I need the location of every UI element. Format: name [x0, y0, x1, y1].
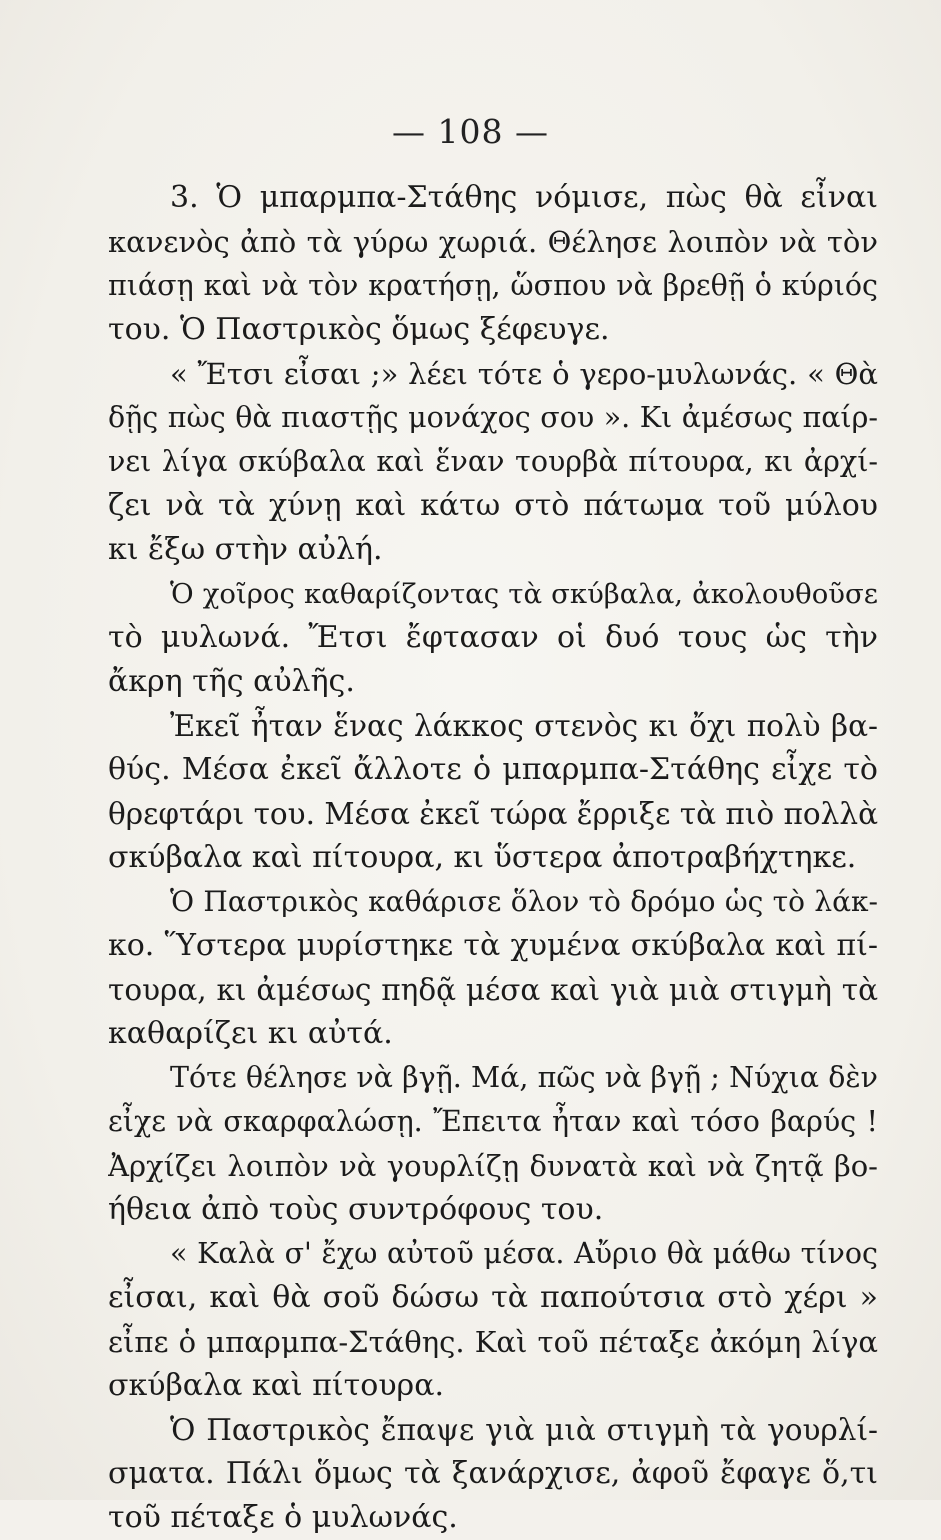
page-number: — 108 —	[392, 112, 549, 151]
text-line: τὸ μυλωνά. Ἔτσι ἔφτασαν οἱ δυό τους ὡς τὴν	[108, 620, 878, 655]
text-line: Ὁ Παστρικὸς καθάρισε ὅλον τὸ δρόμο ὡς τὸ λάκ-	[170, 885, 878, 918]
text-line: ήθεια ἀπὸ τοὺς συντρόφους του.	[108, 1192, 604, 1227]
text-line: κο. Ὕστερα μυρίστηκε τὰ χυμένα σκύβαλα καὶ πί-	[108, 928, 878, 963]
text-line: σκύβαλα καὶ πίτουρα, κι ὕστερα ἀποτραβήχτηκε.	[108, 840, 857, 875]
text-line: Ὁ Παστρικὸς ἔπαψε γιὰ μιὰ στιγμὴ τὰ γουρλί-	[170, 1413, 878, 1447]
text-line: δῇς πὼς θὰ πιαστῇς μονάχος σου ». Κι ἀμέσως παίρ-	[108, 401, 878, 434]
text-line: Τότε θέλησε νὰ βγῇ. Μά, πῶς νὰ βγῇ ; Νύχια δὲν	[170, 1061, 878, 1094]
text-line: εἶχε νὰ σκαρφαλώσῃ. Ἔπειτα ἦταν καὶ τόσο βαρύς !	[108, 1105, 878, 1138]
text-line: ζει νὰ τὰ χύνῃ καὶ κάτω στὸ πάτωμα τοῦ μύλου	[108, 488, 878, 523]
text-line: « Καλὰ σ' ἔχω αὐτοῦ μέσα. Αὔριο θὰ μάθω τίνος	[170, 1237, 878, 1270]
text-line: 3. Ὁ μπαρμπα-Στάθης νόμισε, πὼς θὰ εἶναι	[170, 180, 878, 215]
text-line: ἄκρη τῆς αὐλῆς.	[108, 664, 355, 699]
text-line: « Ἔτσι εἶσαι ;» λέει τότε ὁ γερο-μυλωνάς. « Θὰ	[170, 357, 878, 391]
text-line: Ὁ χοῖρος καθαρίζοντας τὰ σκύβαλα, ἀκολουθοῦσε	[170, 578, 878, 610]
text-line: εἶσαι, καὶ θὰ σοῦ δώσω τὰ παπούτσια στὸ χέρι »	[108, 1280, 878, 1315]
text-line: Ἐκεῖ ἦταν ἕνας λάκκος στενὸς κι ὄχι πολὺ βα-	[170, 709, 878, 743]
text-line: Ἀρχίζει λοιπὸν νὰ γουρλίζῃ δυνατὰ καὶ νὰ ζητᾷ βο-	[108, 1149, 878, 1183]
text-line: θρεφτάρι του. Μέσα ἐκεῖ τώρα ἔρριξε τὰ πιὸ πολλὰ	[108, 797, 878, 831]
text-line: πιάσῃ καὶ νὰ τὸν κρατήσῃ, ὥσπου νὰ βρεθῇ ὁ κύριός	[108, 269, 878, 302]
text-line: σματα. Πάλι ὅμως τὰ ξανάρχισε, ἀφοῦ ἔφαγε ὅ,τι	[108, 1456, 878, 1491]
text-line: κανενὸς ἀπὸ τὰ γύρω χωριά. Θέλησε λοιπὸν νὰ τὸν	[108, 225, 878, 259]
text-line: νει λίγα σκύβαλα καὶ ἕναν τουρβὰ πίτουρα, κι ἀρχί-	[108, 445, 878, 478]
body-text	[108, 176, 878, 1540]
text-line: θύς. Μέσα ἐκεῖ ἄλλοτε ὁ μπαρμπα-Στάθης εἶχε τὸ	[108, 752, 878, 787]
text-line: σκύβαλα καὶ πίτουρα.	[108, 1368, 444, 1403]
text-line: του. Ὁ Παστρικὸς ὅμως ξέφευγε.	[108, 312, 610, 347]
text-line: καθαρίζει κι αὐτά.	[108, 1016, 393, 1051]
text-line: κι ἔξω στὴν αὐλή.	[108, 532, 383, 567]
text-line: τουρα, κι ἀμέσως πηδᾷ μέσα καὶ γιὰ μιὰ στιγμὴ τὰ	[108, 973, 878, 1007]
text-line: τοῦ πέταξε ὁ μυλωνάς.	[108, 1500, 458, 1535]
text-line: εἶπε ὁ μπαρμπα-Στάθης. Καὶ τοῦ πέταξε ἀκόμη λίγα	[108, 1325, 878, 1359]
